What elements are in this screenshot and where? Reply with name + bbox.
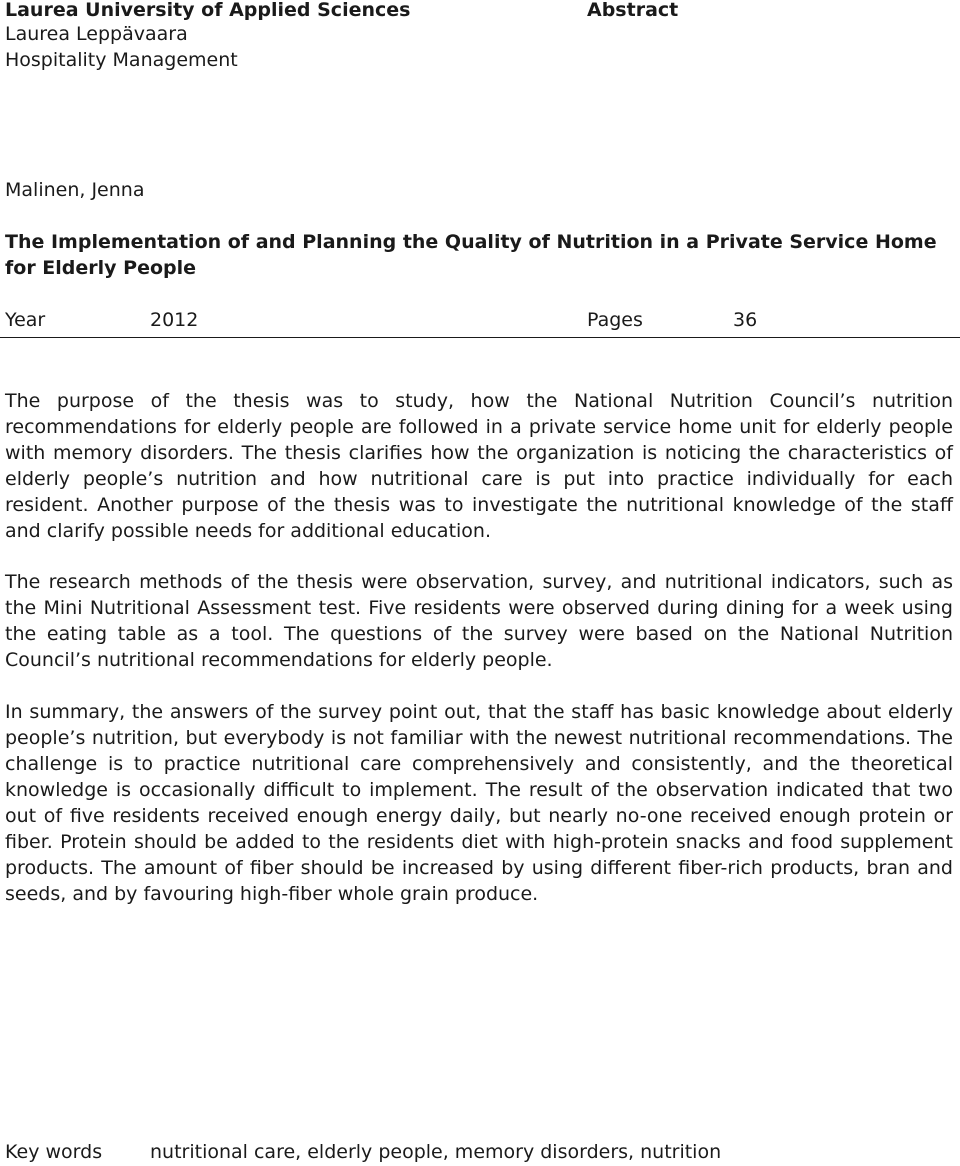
author-name: Malinen, Jenna xyxy=(5,179,145,201)
institution-name: Laurea University of Applied Sciences xyxy=(5,0,411,21)
abstract-paragraph-methods: The research methods of the thesis were observation, survey, and nutritional indicators, such as the Mini Nutritional Assessment test. Five residents were observed during dining for a week using the eating table as a tool. The questions of the survey were based on the National Nutrition Council’s nutritional recommendations for elderly people. xyxy=(5,571,953,671)
keywords-value: nutritional care, elderly people, memory disorders, nutrition xyxy=(150,1141,722,1163)
year-label: Year xyxy=(5,309,46,331)
year-value: 2012 xyxy=(150,309,199,331)
campus-name: Laurea Leppävaara xyxy=(5,23,188,45)
keywords-label: Key words xyxy=(5,1141,103,1163)
pages-label: Pages xyxy=(587,309,643,331)
header-divider xyxy=(0,337,960,338)
degree-programme: Hospitality Management xyxy=(5,49,238,71)
abstract-paragraph-purpose: The purpose of the thesis was to study, how the National Nutrition Council’s nutrition recommendations for elderly people are followed in a private service home unit for elderly people with memory disorders. The thesis clarifies how the organization is noticing the characteristics of elderly people’s nutrition and how nutritional care is put into practice individually for each resident. Another purpose of the thesis was to investigate the nutritional knowledge of the staff and clarify possible needs for additional education. xyxy=(5,390,953,542)
document-type: Abstract xyxy=(587,0,679,21)
thesis-title: The Implementation of and Planning the Quality of Nutrition in a Private Service Home for Elderly People xyxy=(5,231,937,279)
pages-value: 36 xyxy=(733,309,758,331)
abstract-paragraph-results: In summary, the answers of the survey point out, that the staff has basic knowledge about elderly people’s nutrition, but everybody is not familiar with the newest nutritional recommendations. The challenge is to practice nutritional care comprehensively and consistently, and the theoretical knowledge is occasionally difficult to implement. The result of the observation indicated that two out of five residents received enough energy daily, but nearly no-one received enough protein or fiber. Protein should be added to the residents diet with high-protein snacks and food supplement products. The amount of fiber should be increased by using different fiber-rich products, bran and seeds, and by favouring high-fiber whole grain produce. xyxy=(5,701,953,905)
